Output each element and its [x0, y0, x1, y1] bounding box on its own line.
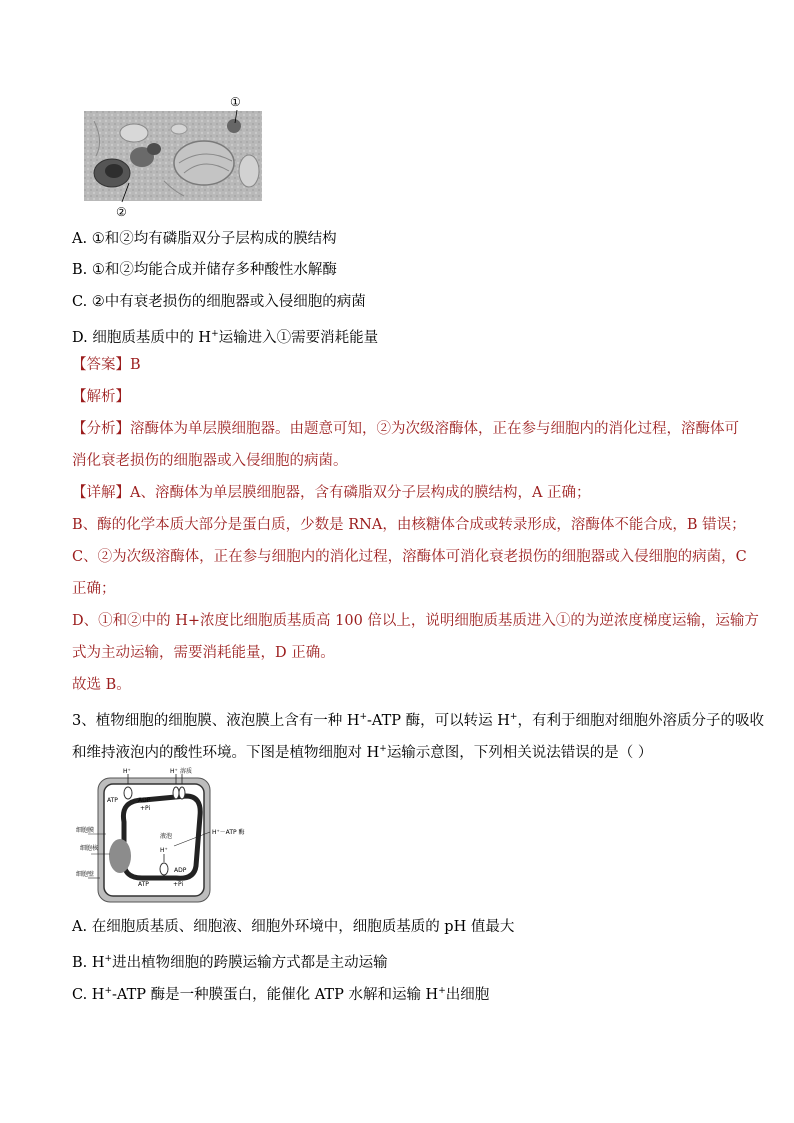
option-b: B. ①和②均能合成并储存多种酸性水解酶	[72, 262, 337, 278]
q3-stem-line-2: 和维持液泡内的酸性环境。下图是植物细胞对 H+运输示意图，下列相关说法错误的是（ ）	[72, 744, 653, 761]
label-1: ①	[230, 95, 241, 109]
q3-option-c: C. H+-ATP 酶是一种膜蛋白，能催化 ATP 水解和运输 H+出细胞	[72, 986, 490, 1003]
answer-line: 【答案】B	[72, 357, 141, 373]
plant-cell-diagram	[76, 766, 276, 906]
h-label-top-right: H⁺	[170, 768, 178, 775]
detail-c-1: C、②为次级溶酶体，正在参与细胞内的消化过程，溶酶体可消化衰老损伤的细胞器或入侵细胞的病菌，C	[72, 549, 747, 565]
micrograph-leader-lines	[84, 98, 284, 228]
q3-stem-line-1: 3、植物细胞的细胞膜、液泡膜上含有一种 H+-ATP 酶，可以转运 H+，有利于细胞对细胞外溶质分子的吸收	[72, 712, 764, 729]
wall-label: 细胞壁	[76, 871, 95, 878]
membrane-label: 细胞膜	[76, 827, 95, 834]
q3-option-a: A. 在细胞质基质、细胞液、细胞外环境中，细胞质基质的 pH 值最大	[72, 919, 515, 935]
solute-label: 溶质	[180, 768, 193, 775]
adp-label-top: ADP	[138, 797, 151, 804]
enzyme-label: H⁺－ATP 酶	[212, 829, 245, 836]
conclusion: 故选 B。	[72, 677, 131, 693]
atp-label-top: ATP	[107, 797, 118, 804]
q3-option-b: B. H+进出植物细胞的跨膜运输方式都是主动运输	[72, 954, 388, 971]
detail-b: B、酶的化学本质大部分是蛋白质，少数是 RNA，由核糖体合成或转录形成，溶酶体不能合成，B 错误；	[72, 517, 746, 533]
fenxi-line-1: 【分析】溶酶体为单层膜细胞器。由题意可知，②为次级溶酶体，正在参与细胞内的消化过程，溶酶体可	[72, 421, 739, 437]
detail-d-2: 式为主动运输，需要消耗能量，D 正确。	[72, 645, 335, 661]
h-label-vacuole: H⁺	[160, 847, 168, 854]
atp-label-bottom: ATP	[138, 881, 149, 888]
detail-c-2: 正确；	[72, 581, 116, 597]
h-label-top-left: H⁺	[123, 768, 131, 775]
vacuole-label: 液泡	[160, 833, 173, 840]
analysis-heading: 【解析】	[72, 389, 130, 405]
option-a: A. ①和②均有磷脂双分子层构成的膜结构	[72, 231, 337, 247]
nucleus-label: 细胞核	[80, 845, 99, 852]
fenxi-line-2: 消化衰老损伤的细胞器或入侵细胞的病菌。	[72, 453, 348, 469]
option-c: C. ②中有衰老损伤的细胞器或入侵细胞的病菌	[72, 294, 366, 310]
pi-label-top: +Pi	[140, 805, 151, 812]
adp-label-bottom: ADP	[174, 867, 187, 874]
detail-d-1: D、①和②中的 H+浓度比细胞质基质高 100 倍以上，说明细胞质基质进入①的为逆浓度梯度运输，运输方	[72, 613, 759, 629]
detail-a: 【详解】A、溶酶体为单层膜细胞器，含有磷脂双分子层构成的膜结构，A 正确；	[72, 485, 591, 501]
label-2: ②	[116, 205, 127, 219]
option-d: D. 细胞质基质中的 H+运输进入①需要消耗能量	[72, 329, 379, 346]
pi-label-bottom: +Pi	[173, 881, 184, 888]
